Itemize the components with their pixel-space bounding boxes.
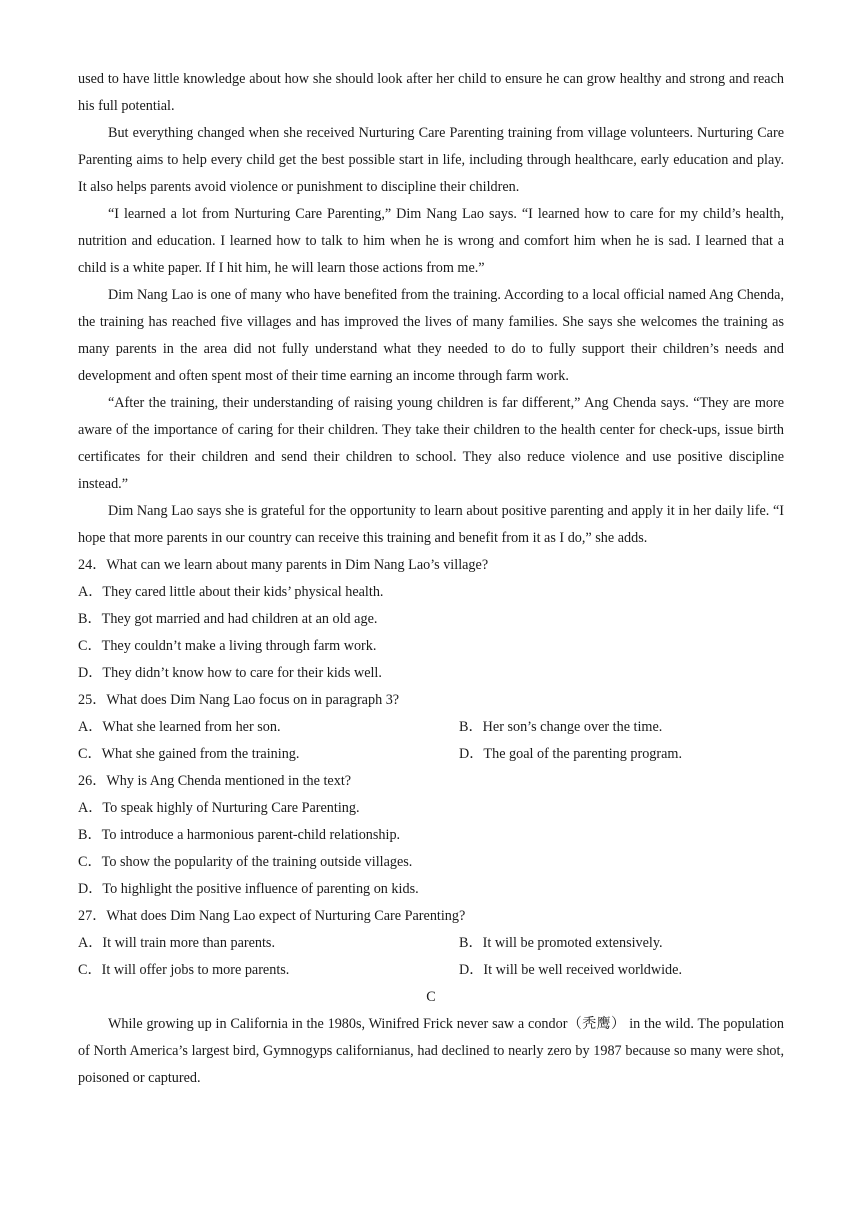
question-25 [78, 687, 784, 768]
passage-b-paragraph-5: Dim Nang Lao says she is grateful for the opportunity to learn about positive parenting and apply it in her daily life. “I hope that more parents in our country can receive this training and benefit from it as I do,” she adds. [78, 503, 784, 546]
option-c: C．What she gained from the training. [78, 746, 300, 762]
question-26 [78, 768, 784, 903]
passage-b-intro: used to have little knowledge about how she should look after her child to ensure he can grow healthy and strong and reach his full potential. [78, 71, 784, 114]
passage-b-paragraph-1: But everything changed when she received Nurturing Care Parenting training from village volunteers. Nurturing Care Parenting aims to help every child get the best possible start in life, including through healthcare, early education and play. It also helps parents avoid violence or punishment to discipline their children. [78, 125, 784, 195]
option-d: D．To highlight the positive influence of parenting on kids. [78, 881, 419, 897]
question-stem: 27．What does Dim Nang Lao expect of Nurturing Care Parenting? [78, 908, 466, 924]
option-row [78, 957, 784, 984]
passage-b-paragraph-2: “I learned a lot from Nurturing Care Parenting,” Dim Nang Lao says. “I learned how to care for my child’s health, nutrition and education. I learned how to talk to him when he is wrong and comfort him when he is sad. I learned that a child is a white paper. If I hit him, he will learn those actions from me.” [78, 206, 784, 276]
option-d: D．They didn’t know how to care for their kids well. [78, 665, 382, 681]
option-b: B．Her son’s change over the time. [459, 719, 663, 735]
passage-c-paragraph-1: While growing up in California in the 1980s, Winifred Frick never saw a condor（秃鹰） in the wild. The population of North America’s largest bird, Gymnogyps californianus, had declined to nearly zero by 1987 because so many were shot, poisoned or captured. [78, 1016, 784, 1086]
option-row [78, 741, 784, 768]
option-d: D．The goal of the parenting program. [459, 746, 682, 762]
option-b: B．To introduce a harmonious parent-child relationship. [78, 827, 401, 843]
passage-b-paragraph-3: Dim Nang Lao is one of many who have benefited from the training. According to a local official named Ang Chenda, the training has reached five villages and has improved the lives of many families. She says she welcomes the training as many parents in the area did not fully understand what they needed to do to fully support their children’s needs and development and often spent most of their time earning an income through farm work. [78, 287, 784, 384]
option-row [78, 714, 784, 741]
option-a: A．What she learned from her son. [78, 719, 281, 735]
option-a: A．It will train more than parents. [78, 935, 275, 951]
question-24 [78, 552, 784, 687]
exam-page [78, 66, 784, 1092]
option-d: D．It will be well received worldwide. [459, 962, 682, 978]
option-c: C．It will offer jobs to more parents. [78, 962, 290, 978]
question-stem: 25．What does Dim Nang Lao focus on in paragraph 3? [78, 692, 400, 708]
option-row [78, 930, 784, 957]
question-stem: 24．What can we learn about many parents in Dim Nang Lao’s village? [78, 557, 489, 573]
option-a: A．They cared little about their kids’ physical health. [78, 584, 384, 600]
section-heading-c: C [426, 989, 436, 1005]
passage-b-paragraph-4: “After the training, their understanding of raising young children is far different,” Ang Chenda says. “They are more aware of the importance of caring for their children. They take their children to the health center for check-ups, issue birth certificates for their children and send their children to school. They also reduce violence and use positive discipline instead.” [78, 395, 784, 492]
option-c: C．They couldn’t make a living through farm work. [78, 638, 377, 654]
question-27 [78, 903, 784, 984]
option-b: B．It will be promoted extensively. [459, 935, 663, 951]
option-a: A．To speak highly of Nurturing Care Parenting. [78, 800, 360, 816]
option-c: C．To show the popularity of the training outside villages. [78, 854, 413, 870]
option-b: B．They got married and had children at an old age. [78, 611, 378, 627]
question-stem: 26．Why is Ang Chenda mentioned in the text? [78, 773, 352, 789]
